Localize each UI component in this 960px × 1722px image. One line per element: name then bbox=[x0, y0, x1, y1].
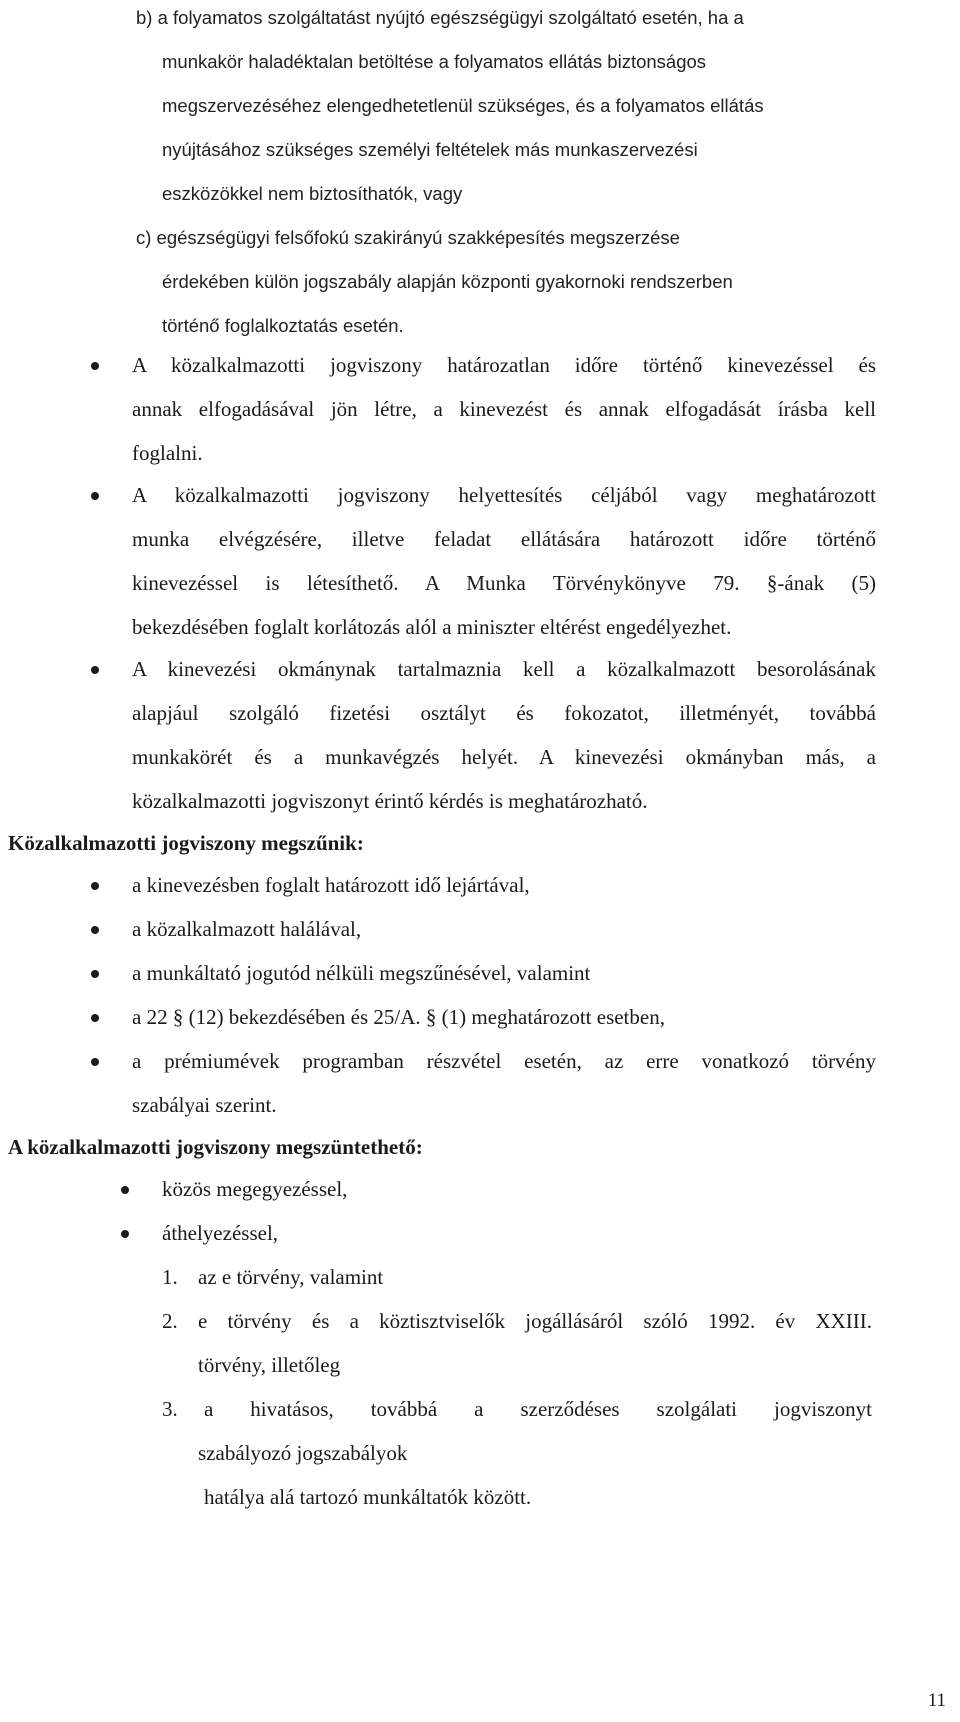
bullet-3-line-4: közalkalmazotti jogviszonyt érintő kérdés is meghatározható. bbox=[132, 789, 648, 813]
numbered-2-num: 2. bbox=[162, 1309, 178, 1333]
term-bullet-1: közös megegyezéssel, bbox=[162, 1177, 348, 1201]
bullet-dot bbox=[91, 492, 99, 500]
bullet-3-line-3: munkakörét és a munkavégzés helyét. A kinevezési okmányban más, a bbox=[132, 745, 876, 769]
bullet-1-line-2: annak elfogadásával jön létre, a kinevezést és annak elfogadását írásba kell bbox=[132, 397, 876, 421]
bullet-dot bbox=[91, 362, 99, 370]
end-bullet-3: a munkáltató jogutód nélküli megszűnésével, valamint bbox=[132, 961, 591, 985]
bullet-dot bbox=[91, 882, 99, 890]
bullet-dot bbox=[91, 926, 99, 934]
item-b-line-2: munkakör haladéktalan betöltése a folyamatos ellátás biztonságos bbox=[162, 51, 707, 72]
end-bullet-1: a kinevezésben foglalt határozott idő lejártával, bbox=[132, 873, 530, 897]
end-bullet-5-cont: szabályai szerint. bbox=[132, 1093, 277, 1117]
numbered-2-line-2: törvény, illetőleg bbox=[198, 1353, 341, 1377]
bullet-1-line-1: A közalkalmazotti jogviszony határozatlan időre történő kinevezéssel és bbox=[132, 353, 876, 377]
bullet-3-line-2: alapjául szolgáló fizetési osztályt és fokozatot, illetményét, továbbá bbox=[132, 701, 876, 725]
numbered-2-line-1: e törvény és a köztisztviselők jogállásáról szóló 1992. év XXIII. bbox=[198, 1309, 872, 1333]
item-c-line-3: történő foglalkoztatás esetén. bbox=[162, 315, 404, 336]
page-number: 11 bbox=[927, 1690, 946, 1711]
item-b-line-1: b) a folyamatos szolgáltatást nyújtó egészségügyi szolgáltató esetén, ha a bbox=[136, 7, 744, 28]
numbered-3-num: 3. bbox=[162, 1397, 178, 1421]
numbered-3-line-1: a hivatásos, továbbá a szerződéses szolgálati jogviszonyt bbox=[204, 1397, 872, 1421]
bullet-dot bbox=[91, 1058, 99, 1066]
bullet-2-line-4: bekezdésében foglalt korlátozás alól a miniszter eltérést engedélyezhet. bbox=[132, 615, 732, 639]
bullet-dot bbox=[91, 1014, 99, 1022]
bullet-3-line-1: A kinevezési okmánynak tartalmaznia kell a közalkalmazott besorolásának bbox=[132, 657, 876, 681]
end-bullet-2: a közalkalmazott halálával, bbox=[132, 917, 362, 941]
bullet-dot bbox=[91, 666, 99, 674]
item-b-line-5: eszközökkel nem biztosíthatók, vagy bbox=[162, 183, 463, 204]
item-c-line-2: érdekében külön jogszabály alapján központi gyakornoki rendszerben bbox=[162, 271, 733, 292]
end-bullet-5: a prémiumévek programban részvétel esetén, az erre vonatkozó törvény bbox=[132, 1049, 876, 1073]
bullet-dot bbox=[121, 1230, 129, 1238]
section-heading-megszuntetheto: A közalkalmazotti jogviszony megszüntethető: bbox=[8, 1135, 423, 1159]
bullet-dot bbox=[91, 970, 99, 978]
item-b-line-4: nyújtásához szükséges személyi feltételek más munkaszervezési bbox=[162, 139, 698, 160]
item-b-line-3: megszervezéséhez elengedhetetlenül szükséges, és a folyamatos ellátás bbox=[162, 95, 764, 116]
term-bullet-2: áthelyezéssel, bbox=[162, 1221, 279, 1245]
end-bullet-4: a 22 § (12) bekezdésében és 25/A. § (1) meghatározott esetben, bbox=[132, 1005, 665, 1029]
closing-line: hatálya alá tartozó munkáltatók között. bbox=[204, 1485, 532, 1509]
bullet-1-line-3: foglalni. bbox=[132, 441, 203, 465]
item-c-line-1: c) egészségügyi felsőfokú szakirányú szakképesítés megszerzése bbox=[136, 227, 680, 248]
numbered-1-line-1: az e törvény, valamint bbox=[198, 1265, 384, 1289]
numbered-3-line-2: szabályozó jogszabályok bbox=[198, 1441, 408, 1465]
bullet-2-line-2: munka elvégzésére, illetve feladat ellátására határozott időre történő bbox=[132, 527, 876, 551]
bullet-2-line-3: kinevezéssel is létesíthető. A Munka Törvénykönyve 79. §-ának (5) bbox=[132, 571, 876, 595]
bullet-2-line-1: A közalkalmazotti jogviszony helyettesítés céljából vagy meghatározott bbox=[132, 483, 876, 507]
bullet-dot bbox=[121, 1186, 129, 1194]
numbered-1-num: 1. bbox=[162, 1265, 178, 1289]
section-heading-megszunik: Közalkalmazotti jogviszony megszűnik: bbox=[8, 831, 364, 855]
